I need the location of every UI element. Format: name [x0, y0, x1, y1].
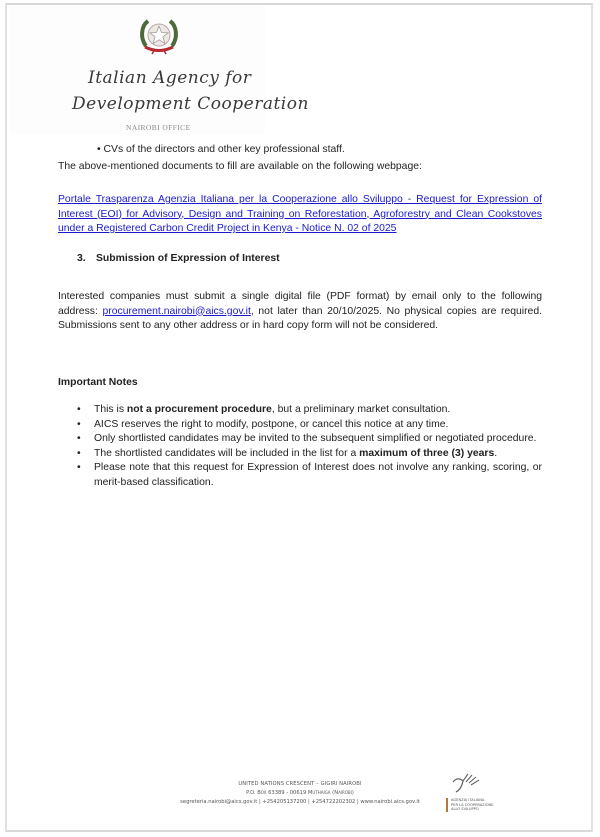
bullet-cv-item — [97, 144, 345, 155]
footer-address-line2: P.O. Box 63389 - 00619 Muthaiga (Nairobi) — [246, 790, 354, 796]
note-emphasis: not a procurement procedure — [126, 404, 272, 415]
submission-text-end: , not later than 20/10/2025. No physical copies are required. Submissions sent to any other address or in hard copy form will not be considered. — [58, 305, 542, 331]
bullet-dot: • — [77, 447, 81, 459]
bullet-dot: • — [77, 404, 81, 415]
aics-footer-logo — [440, 768, 500, 818]
bullet-cv-text: CVs of the directors and other key professional staff. — [103, 144, 345, 155]
footer-contacts: segreteria.nairobi@aics.gov.it | +254205137200 | +254722202302 | www.nairobi.aics.gov.it — [180, 799, 420, 805]
note-text: The shortlisted candidates will be included in the list for a — [94, 447, 360, 459]
note-text: Please note that this request for Expression of Interest does not involve any ranking, scoring, or merit-based classification. — [94, 462, 542, 488]
bullet-dot: • — [77, 462, 81, 473]
submission-paragraph — [58, 290, 542, 334]
section-title: Submission of Expression of Interest — [96, 253, 280, 264]
logo-text-line: ALLO SVILUPPO — [451, 807, 479, 812]
important-notes-title: Important Notes — [58, 377, 138, 388]
note-text: , but a preliminary market consultation. — [271, 404, 451, 415]
webpage-link-paragraph — [58, 193, 542, 237]
footer-address-line1: UNITED NATIONS CRESCENT – GIGIRI NAIROBI — [238, 781, 362, 787]
logo-text-line: PER LA COOPERAZIONE — [451, 802, 494, 807]
note-item — [58, 461, 542, 490]
letterhead — [10, 6, 309, 134]
note-emphasis: maximum of three (3) years — [359, 447, 495, 459]
note-text: AICS reserves the right to modify, postpone, or cancel this notice at any time. — [94, 418, 449, 430]
note-item — [58, 432, 542, 447]
page-footer — [150, 780, 450, 807]
bullet-dot: • — [77, 418, 81, 430]
footer-logo-text — [446, 798, 494, 812]
section-number: 3. — [77, 253, 86, 264]
section-3-heading — [77, 253, 280, 264]
bullet-dot: • — [97, 144, 101, 155]
letterhead-agency-line2: Development Cooperation — [72, 94, 309, 114]
dove-hand-icon — [450, 768, 484, 796]
note-text: . — [494, 447, 498, 459]
transparency-portal-link[interactable]: Portale Trasparenza Agenzia Italiana per la Cooperazione allo Sviluppo - Request for Expression of Interest (EOI) for Advisory, Design and Training on Reforestation, Agroforestry and Clean Cookstoves under a Registered Carbon Credit Project in Kenya - Notice N. 02 of 2025 — [58, 194, 542, 234]
note-text: Only shortlisted candidates may be invited to the subsequent simplified or negotiated procedure. — [94, 433, 537, 444]
italian-republic-emblem-icon — [138, 16, 180, 56]
important-notes-list — [58, 403, 542, 490]
note-item — [58, 447, 542, 462]
note-text: This is — [94, 404, 127, 415]
bullet-dot: • — [77, 433, 81, 444]
letterhead-agency-line1: Italian Agency for — [88, 68, 252, 88]
procurement-email-link[interactable]: procurement.nairobi@aics.gov.it — [102, 305, 251, 317]
note-item — [58, 403, 542, 418]
submission-text-start: Interested companies must submit a single digital file (PDF format) by email only to the following address: — [58, 291, 542, 317]
note-item — [58, 418, 542, 433]
letterhead-office: NAIROBI OFFICE — [126, 123, 191, 132]
logo-text-line: AGENZIA ITALIANA — [451, 798, 485, 802]
intro-webpage-text: The above-mentioned documents to fill are available on the following webpage: — [58, 161, 422, 172]
